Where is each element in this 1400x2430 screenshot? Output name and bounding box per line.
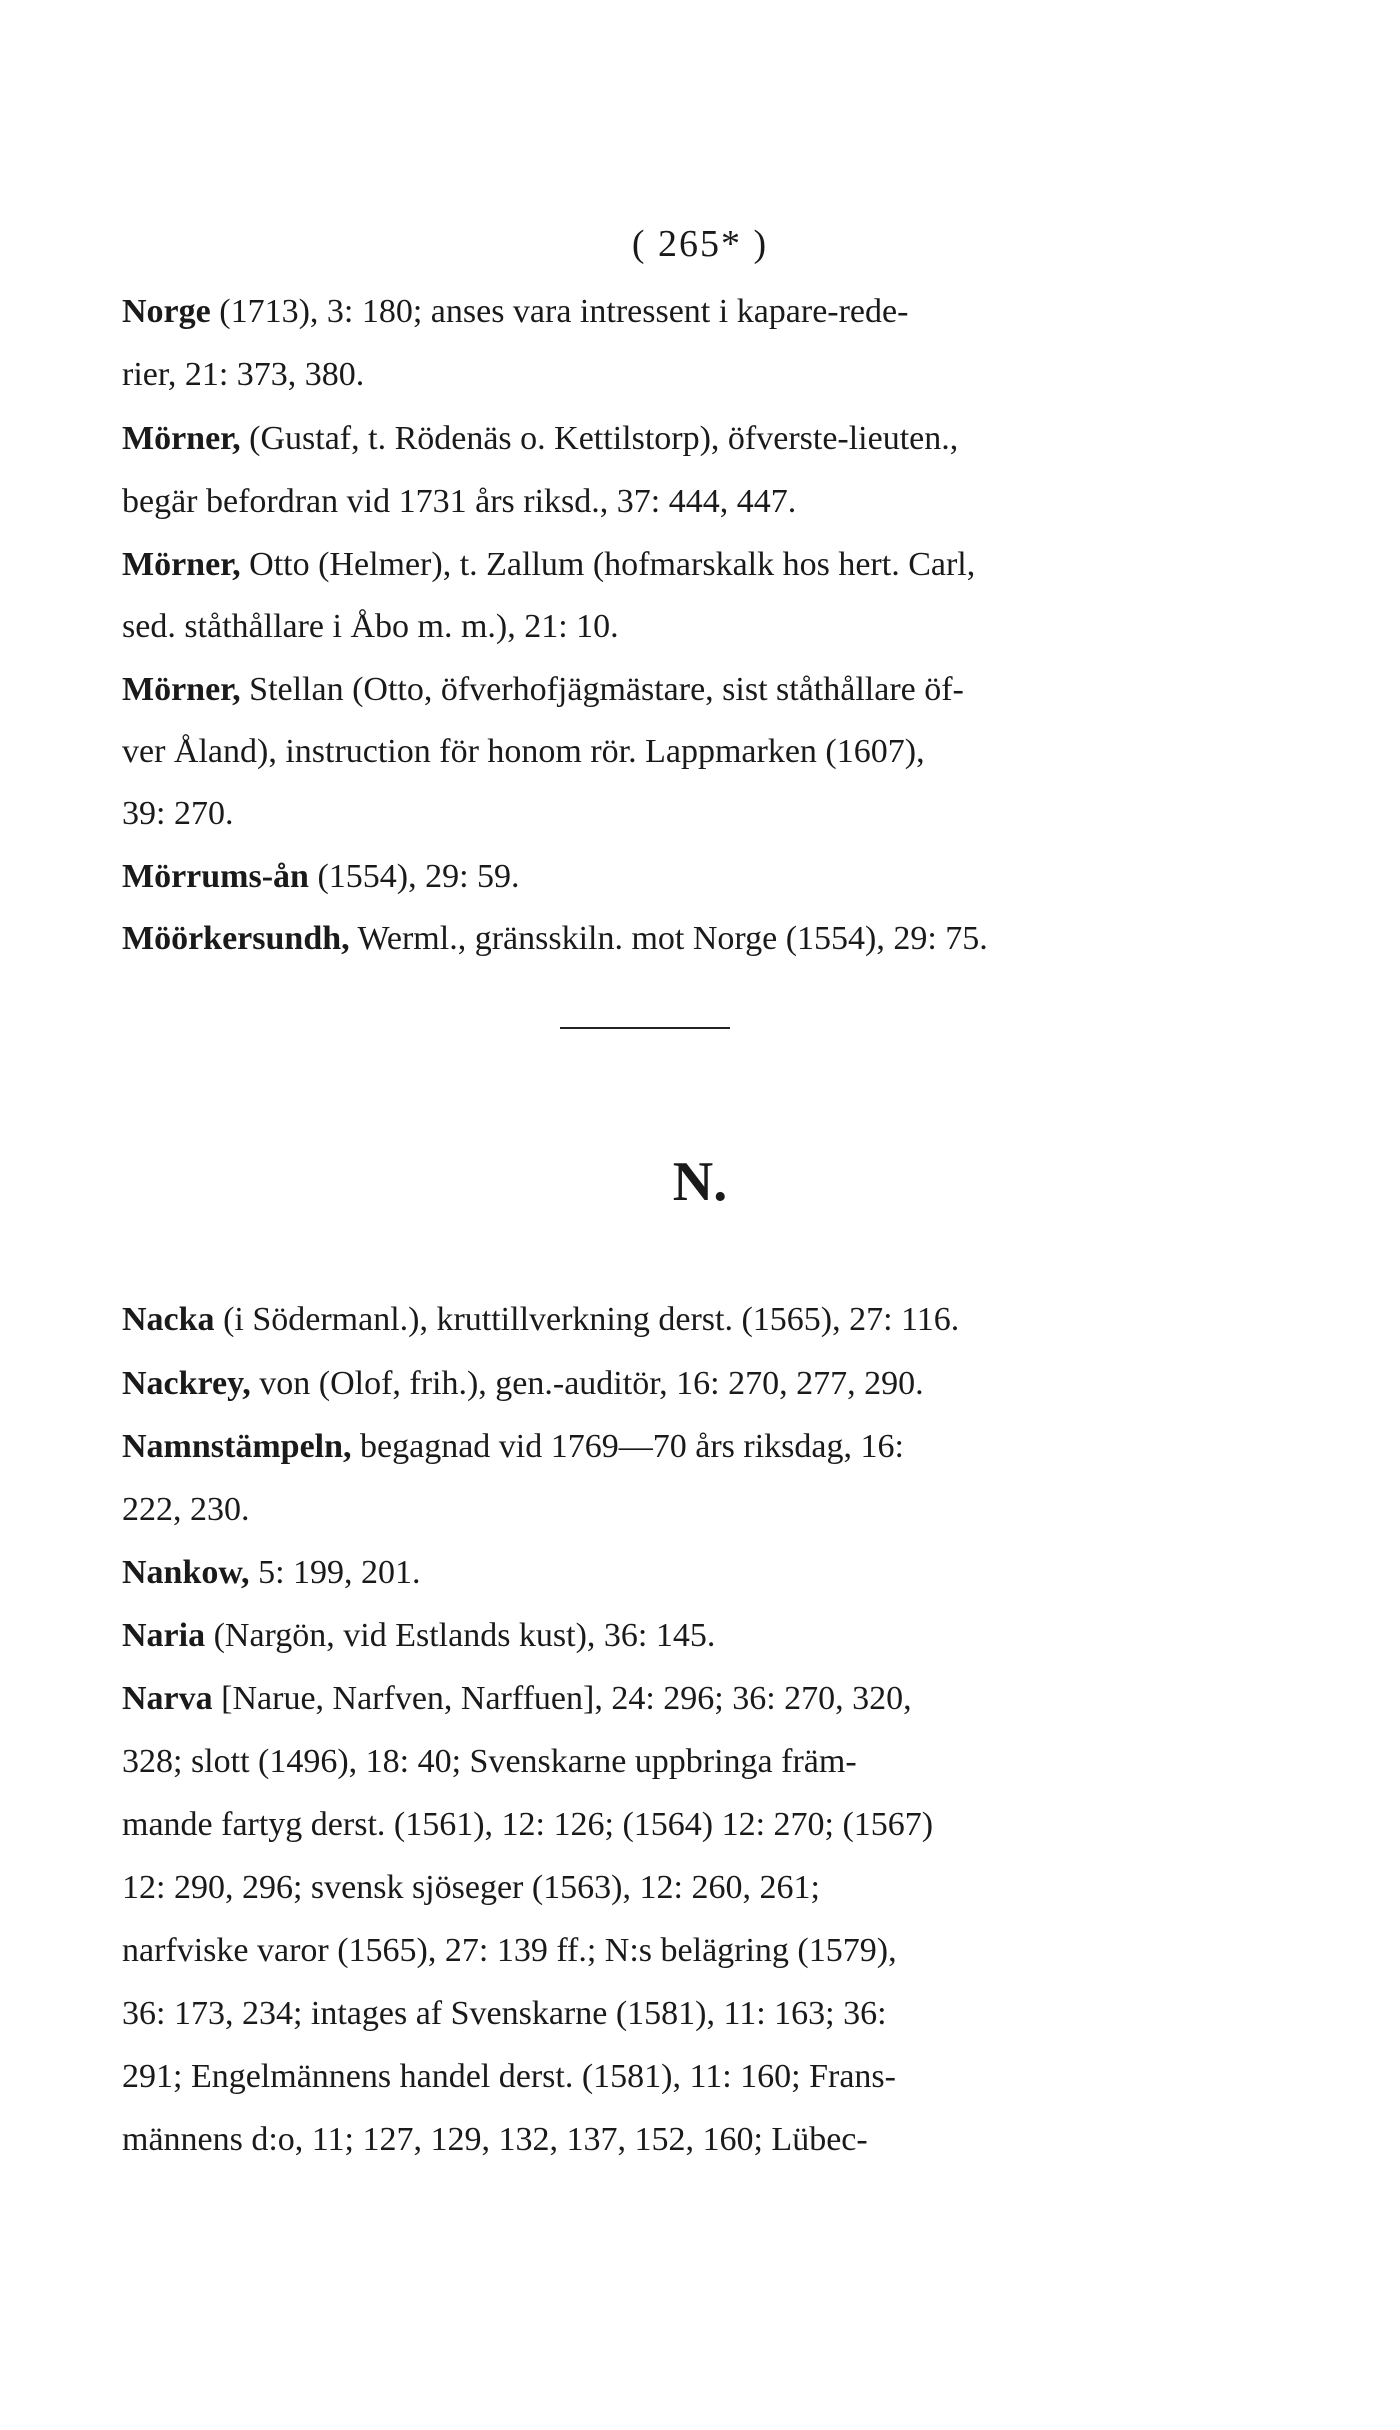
index-head: Narva — [122, 1680, 213, 1717]
index-line — [122, 1551, 421, 1595]
index-line — [122, 1992, 887, 2036]
index-line — [122, 1614, 715, 1658]
index-line — [122, 1488, 250, 1532]
index-head: Nacka — [122, 1301, 215, 1338]
index-line — [122, 543, 975, 587]
index-line — [122, 917, 988, 961]
index-line — [122, 1929, 897, 1973]
index-text: von (Olof, frih.), gen.-auditör, 16: 270, 277, 290. — [250, 1365, 924, 1402]
index-text: 291; Engelmännens handel derst. (1581), 11: 160; Frans- — [122, 2058, 896, 2095]
index-text: (i Södermanl.), kruttillverkning derst. (1565), 27: 116. — [214, 1301, 960, 1338]
index-line — [122, 353, 364, 397]
index-line — [122, 792, 233, 836]
index-line — [122, 2055, 896, 2099]
index-line — [122, 417, 958, 461]
index-head: Nankow, — [122, 1554, 250, 1591]
index-text: Stellan (Otto, öfverhofjägmästare, sist ståthållare öf- — [240, 671, 964, 708]
section-divider — [560, 1027, 730, 1029]
index-text: begagnad vid 1769—70 års riksdag, 16: — [351, 1428, 904, 1465]
index-text: mande fartyg derst. (1561), 12: 126; (1564) 12: 270; (1567) — [122, 1806, 934, 1843]
index-line — [122, 1298, 959, 1342]
index-text: (1713), 3: 180; anses vara intressent i kapare-rede- — [210, 293, 909, 330]
index-line — [122, 668, 964, 712]
index-line — [122, 480, 796, 524]
index-text: 222, 230. — [122, 1491, 250, 1528]
index-text: männens d:o, 11; 127, 129, 132, 137, 152, 160; Lübec- — [122, 2121, 868, 2158]
index-text: 328; slott (1496), 18: 40; Svenskarne uppbringa främ- — [122, 1743, 857, 1780]
index-line — [122, 730, 925, 774]
index-line — [122, 605, 619, 649]
index-text: (Nargön, vid Estlands kust), 36: 145. — [205, 1617, 716, 1654]
index-text: Werml., gränsskiln. mot Norge (1554), 29: 75. — [349, 920, 988, 957]
index-text: [Narue, Narfven, Narffuen], 24: 296; 36: 270, 320, — [212, 1680, 912, 1717]
index-line — [122, 1425, 904, 1469]
index-head: Naria — [122, 1617, 206, 1654]
index-head: Nackrey, — [122, 1365, 251, 1402]
page-number: ( 265* ) — [631, 223, 769, 265]
index-head: Mörner, — [122, 420, 241, 457]
index-head: Namnstämpeln, — [122, 1428, 352, 1465]
index-line — [122, 1677, 912, 1721]
index-text: (1554), 29: 59. — [308, 858, 520, 895]
index-text: 12: 290, 296; svensk sjöseger (1563), 12: 260, 261; — [122, 1869, 820, 1906]
index-line — [122, 1803, 933, 1847]
index-text: 39: 270. — [122, 795, 234, 832]
index-head: Mörner, — [122, 671, 241, 708]
index-line — [122, 2118, 868, 2162]
section-letter: N. — [672, 1151, 728, 1213]
index-head: Möörkersundh, — [122, 920, 350, 957]
index-line — [122, 855, 520, 899]
index-text: 36: 173, 234; intages af Svenskarne (1581), 11: 163; 36: — [122, 1995, 887, 2032]
index-head: Mörner, — [122, 546, 241, 583]
index-head: Mörrums-ån — [122, 858, 309, 895]
index-text: ver Åland), instruction för honom rör. Lappmarken (1607), — [122, 733, 925, 770]
index-text: Otto (Helmer), t. Zallum (hofmarskalk hos hert. Carl, — [240, 546, 976, 583]
index-head: Norge — [122, 293, 211, 330]
index-text: (Gustaf, t. Rödenäs o. Kettilstorp), öfverste-lieuten., — [240, 420, 959, 457]
index-text: 5: 199, 201. — [249, 1554, 421, 1591]
index-text: sed. ståthållare i Åbo m. m.), 21: 10. — [122, 608, 619, 645]
index-line — [122, 1866, 820, 1910]
index-text: narfviske varor (1565), 27: 139 ff.; N:s belägring (1579), — [122, 1932, 897, 1969]
index-line — [122, 1362, 924, 1406]
index-line — [122, 1740, 857, 1784]
index-text: rier, 21: 373, 380. — [122, 356, 365, 393]
index-line — [122, 290, 908, 334]
index-text: begär befordran vid 1731 års riksd., 37: 444, 447. — [122, 483, 797, 520]
